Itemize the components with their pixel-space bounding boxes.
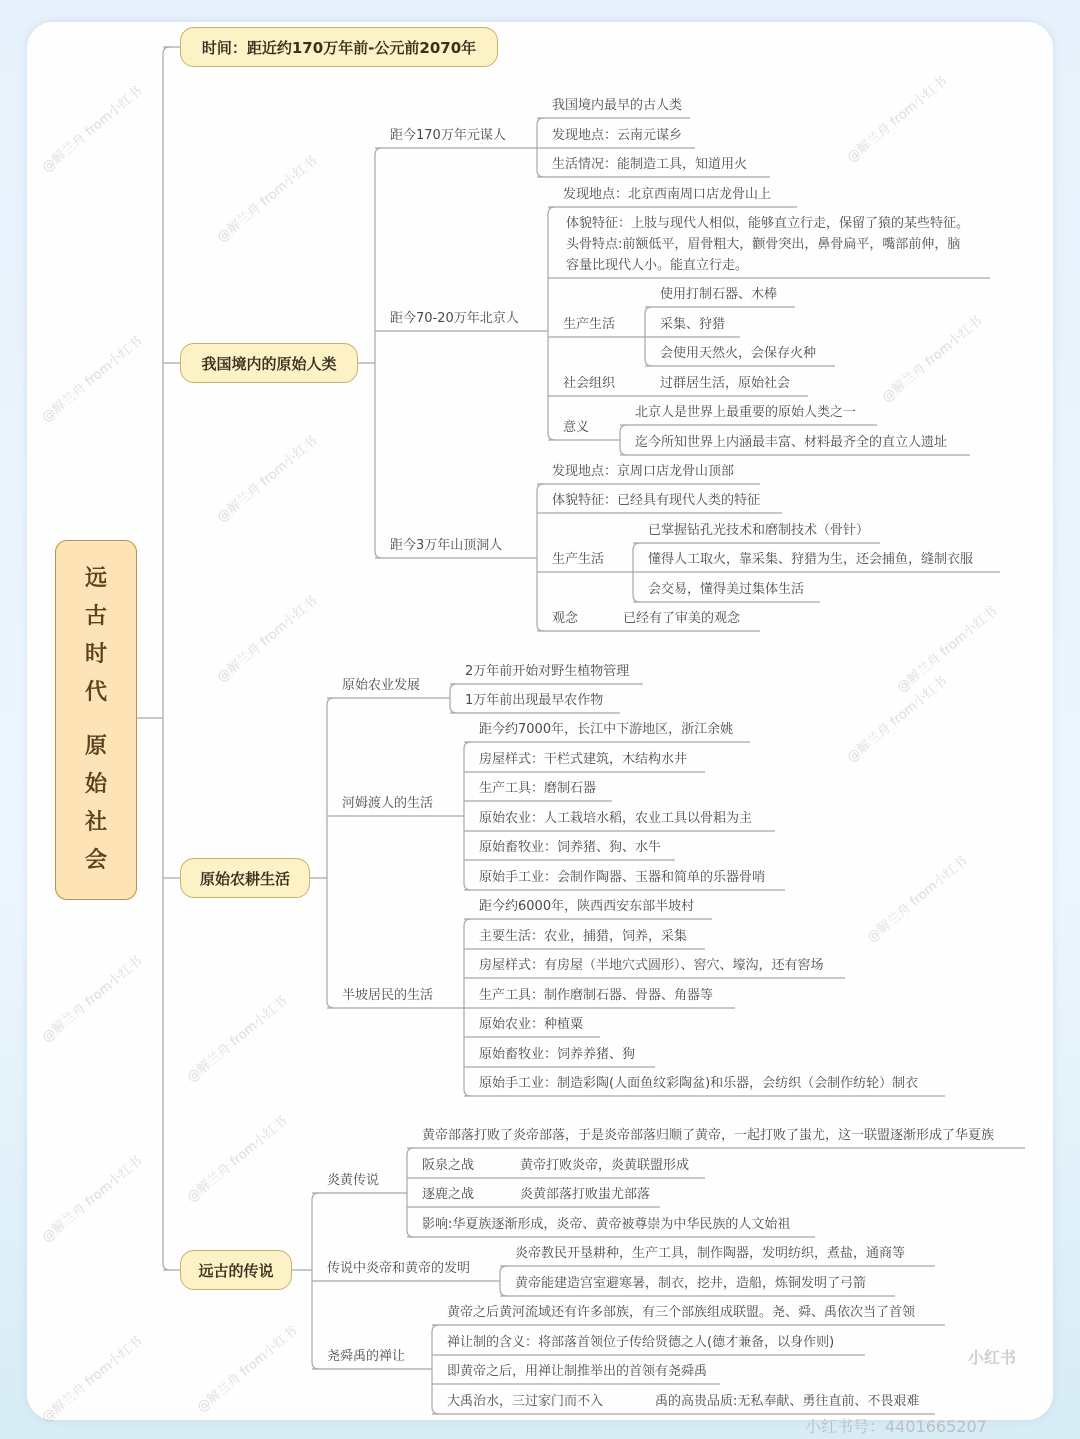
yuanmou-node: 距今170万年元谋人	[390, 128, 506, 143]
shandingdong-concept-value: 已经有了审美的观念	[623, 611, 741, 626]
bracket-line	[548, 207, 555, 440]
beijing-production-item: 会使用天然火，会保存火种	[660, 346, 817, 361]
inventions-item: 黄帝能建造宫室避寒暑，制衣，挖井，造船，炼铜发明了弓箭	[515, 1276, 867, 1291]
beijing-site: 发现地点：北京西南周口店龙骨山上	[563, 187, 772, 202]
bracket-line	[537, 484, 544, 631]
watermark: @解兰舟 from小红书	[39, 953, 146, 1046]
beijing-meaning-item: 北京人是世界上最重要的原始人类之一	[635, 405, 857, 420]
watermark: @解兰舟 from小红书	[194, 1323, 301, 1416]
root-title-line2: 原始社会	[84, 734, 107, 873]
yanhuang-item: 黄帝部落打败了炎帝部落，于是炎帝部落归顺了黄帝，一起打败了蚩尤，这一联盟逐渐形成了华夏族	[422, 1128, 995, 1143]
watermark: @解兰舟 from小红书	[39, 1333, 146, 1426]
xiaohongshu-id-watermark: 小红书号：4401665207	[805, 1417, 987, 1436]
watermark: @解兰舟 from小红书	[184, 993, 291, 1086]
yanhuang-detail: 炎黄部落打败蚩尤部落	[520, 1187, 651, 1202]
yanhuang-node: 炎黄传说	[327, 1173, 380, 1188]
beijing-meaning-item: 迄今所知世界上内涵最丰富、材料最齐全的直立人遗址	[635, 435, 948, 450]
agri-node: 原始农业发展	[342, 678, 421, 693]
bracket-line	[432, 1325, 439, 1414]
banpo-item: 距今约6000年，陕西西安东部半坡村	[479, 899, 695, 914]
beijing-node: 距今70-20万年北京人	[390, 311, 519, 326]
hemudu-item: 原始畜牧业：饲养猪、狗、水牛	[479, 840, 662, 855]
beijing-social: 社会组织	[563, 376, 616, 391]
shanrang-node: 尧舜禹的禅让	[327, 1349, 406, 1364]
shanrang-item: 大禹治水，三过家门而不入	[447, 1394, 604, 1409]
banpo-node: 半坡居民的生活	[342, 988, 434, 1003]
banpo-item: 生产工具：制作磨制石器、骨器、角器等	[479, 988, 714, 1003]
shanrang-item: 黄帝之后黄河流域还有许多部族，有三个部族组成联盟。尧、舜、禹依次当了首领	[447, 1305, 916, 1320]
watermark: @解兰舟 from小红书	[214, 593, 321, 686]
hemudu-item: 原始农业：人工栽培水稻，农业工具以骨耜为主	[479, 811, 753, 826]
xiaohongshu-logo: 小红书	[968, 1348, 1017, 1367]
hemudu-item: 原始手工业：会制作陶器、玉器和简单的乐器骨哨	[479, 870, 766, 885]
watermark: @解兰舟 from小红书	[214, 433, 321, 526]
watermark: @解兰舟 from小红书	[184, 1113, 291, 1206]
bracket-line	[450, 684, 457, 713]
watermark: @解兰舟 from小红书	[894, 603, 1001, 696]
shandingdong-production-item: 已掌握钻孔光技术和磨制技术（骨针）	[648, 523, 870, 538]
bracket-line	[375, 148, 382, 558]
hemudu-item: 距今约7000年，长江中下游地区，浙江余姚	[479, 722, 734, 737]
banpo-item: 房屋样式：有房屋（半地穴式圆形）、窖穴、壕沟，还有窖场	[479, 958, 824, 973]
watermark: @解兰舟 from小红书	[39, 83, 146, 176]
shandingdong-site: 发现地点：京周口店龙骨山顶部	[552, 464, 735, 479]
bracket-line	[163, 47, 170, 1270]
inventions-node: 传说中炎帝和黄帝的发明	[327, 1261, 471, 1276]
shandingdong-body: 体貌特征：已经具有现代人类的特征	[552, 493, 761, 508]
beijing-social-value: 过群居生活，原始社会	[660, 376, 791, 391]
yuanmou-item: 我国境内最早的古人类	[552, 98, 683, 113]
banpo-item: 原始畜牧业：饲养养猪、狗	[479, 1047, 636, 1062]
banpo-item: 主要生活：农业，捕猎，饲养，采集	[479, 929, 688, 944]
root-node	[55, 540, 137, 900]
hemudu-item: 房屋样式：干栏式建筑，木结构水井	[479, 752, 688, 767]
watermark: @解兰舟 from小红书	[214, 153, 321, 246]
shandingdong-production: 生产生活	[552, 552, 605, 567]
hemudu-item: 生产工具：磨制石器	[479, 781, 597, 796]
branch-ancient-legends: 远古的传说	[180, 1250, 292, 1290]
yuanmou-item: 生活情况：能制造工具，知道用火	[552, 157, 748, 172]
watermark: @解兰舟 from小红书	[39, 333, 146, 426]
watermark: @解兰舟 from小红书	[864, 853, 971, 946]
beijing-production-item: 采集、狩猎	[660, 317, 726, 332]
agri-item: 2万年前开始对野生植物管理	[465, 664, 630, 679]
yanhuang-item: 逐鹿之战	[422, 1187, 475, 1202]
beijing-meaning: 意义	[563, 420, 590, 435]
shanrang-item: 禅让制的含义：将部落首领位子传给贤德之人(德才兼备，以身作则)	[447, 1335, 835, 1350]
inventions-item: 炎帝教民开垦耕种，生产工具，制作陶器，发明纺织，煮盐，通商等	[515, 1246, 906, 1261]
yanhuang-detail: 黄帝打败炎帝，炎黄联盟形成	[520, 1158, 690, 1173]
banpo-item: 原始手工业：制造彩陶(人面鱼纹彩陶盆)和乐器，会纺织（会制作纺轮）制衣	[479, 1076, 919, 1091]
bracket-line	[620, 425, 627, 455]
bracket-line	[407, 1148, 414, 1237]
agri-item: 1万年前出现最早农作物	[465, 693, 604, 708]
shandingdong-production-item: 懂得人工取火，靠采集、狩猎为生，还会捕鱼，缝制衣服	[648, 552, 974, 567]
root-title-line1: 远古时代	[84, 566, 107, 705]
yanhuang-item: 影响:华夏族逐渐形成，炎帝、黄帝被尊崇为中华民族的人文始祖	[422, 1217, 791, 1232]
bracket-line	[500, 1266, 507, 1296]
yuanmou-item: 发现地点：云南元谋乡	[552, 128, 683, 143]
branch-primitive-farming: 原始农耕生活	[180, 858, 310, 898]
yu-quality: 禹的高贵品质:无私奉献、勇往直前、不畏艰难	[655, 1394, 920, 1409]
yanhuang-item: 阪泉之战	[422, 1158, 475, 1173]
beijing-body-line: 容量比现代人小。能直立行走。	[566, 258, 749, 273]
branch-primitive-humans: 我国境内的原始人类	[180, 343, 358, 383]
hemudu-node: 河姆渡人的生活	[342, 796, 434, 811]
banpo-item: 原始农业：种植粟	[479, 1017, 584, 1032]
watermark: @解兰舟 from小红书	[844, 673, 951, 766]
shanrang-item: 即黄帝之后，用禅让制推举出的首领有尧舜禹	[447, 1364, 708, 1379]
beijing-body-line: 体貌特征：上肢与现代人相似，能够直立行走，保留了猿的某些特征。	[566, 216, 970, 231]
shandingdong-node: 距今3万年山顶洞人	[390, 538, 503, 553]
watermark: @解兰舟 from小红书	[39, 1153, 146, 1246]
beijing-production-item: 使用打制石器、木棒	[660, 287, 778, 302]
shandingdong-concept: 观念	[552, 611, 579, 626]
beijing-production: 生产生活	[563, 317, 616, 332]
bracket-line	[327, 698, 334, 1008]
watermark: @解兰舟 from小红书	[844, 73, 951, 166]
watermark: @解兰舟 from小红书	[879, 313, 986, 406]
time-range-node: 时间：距近约170万年前-公元前2070年	[180, 27, 498, 67]
beijing-body-line: 头骨特点:前额低平，眉骨粗大，颧骨突出，鼻骨扁平，嘴部前伸，脑	[566, 237, 961, 252]
shandingdong-production-item: 会交易，懂得美过集体生活	[648, 582, 805, 597]
bracket-line	[464, 742, 471, 890]
